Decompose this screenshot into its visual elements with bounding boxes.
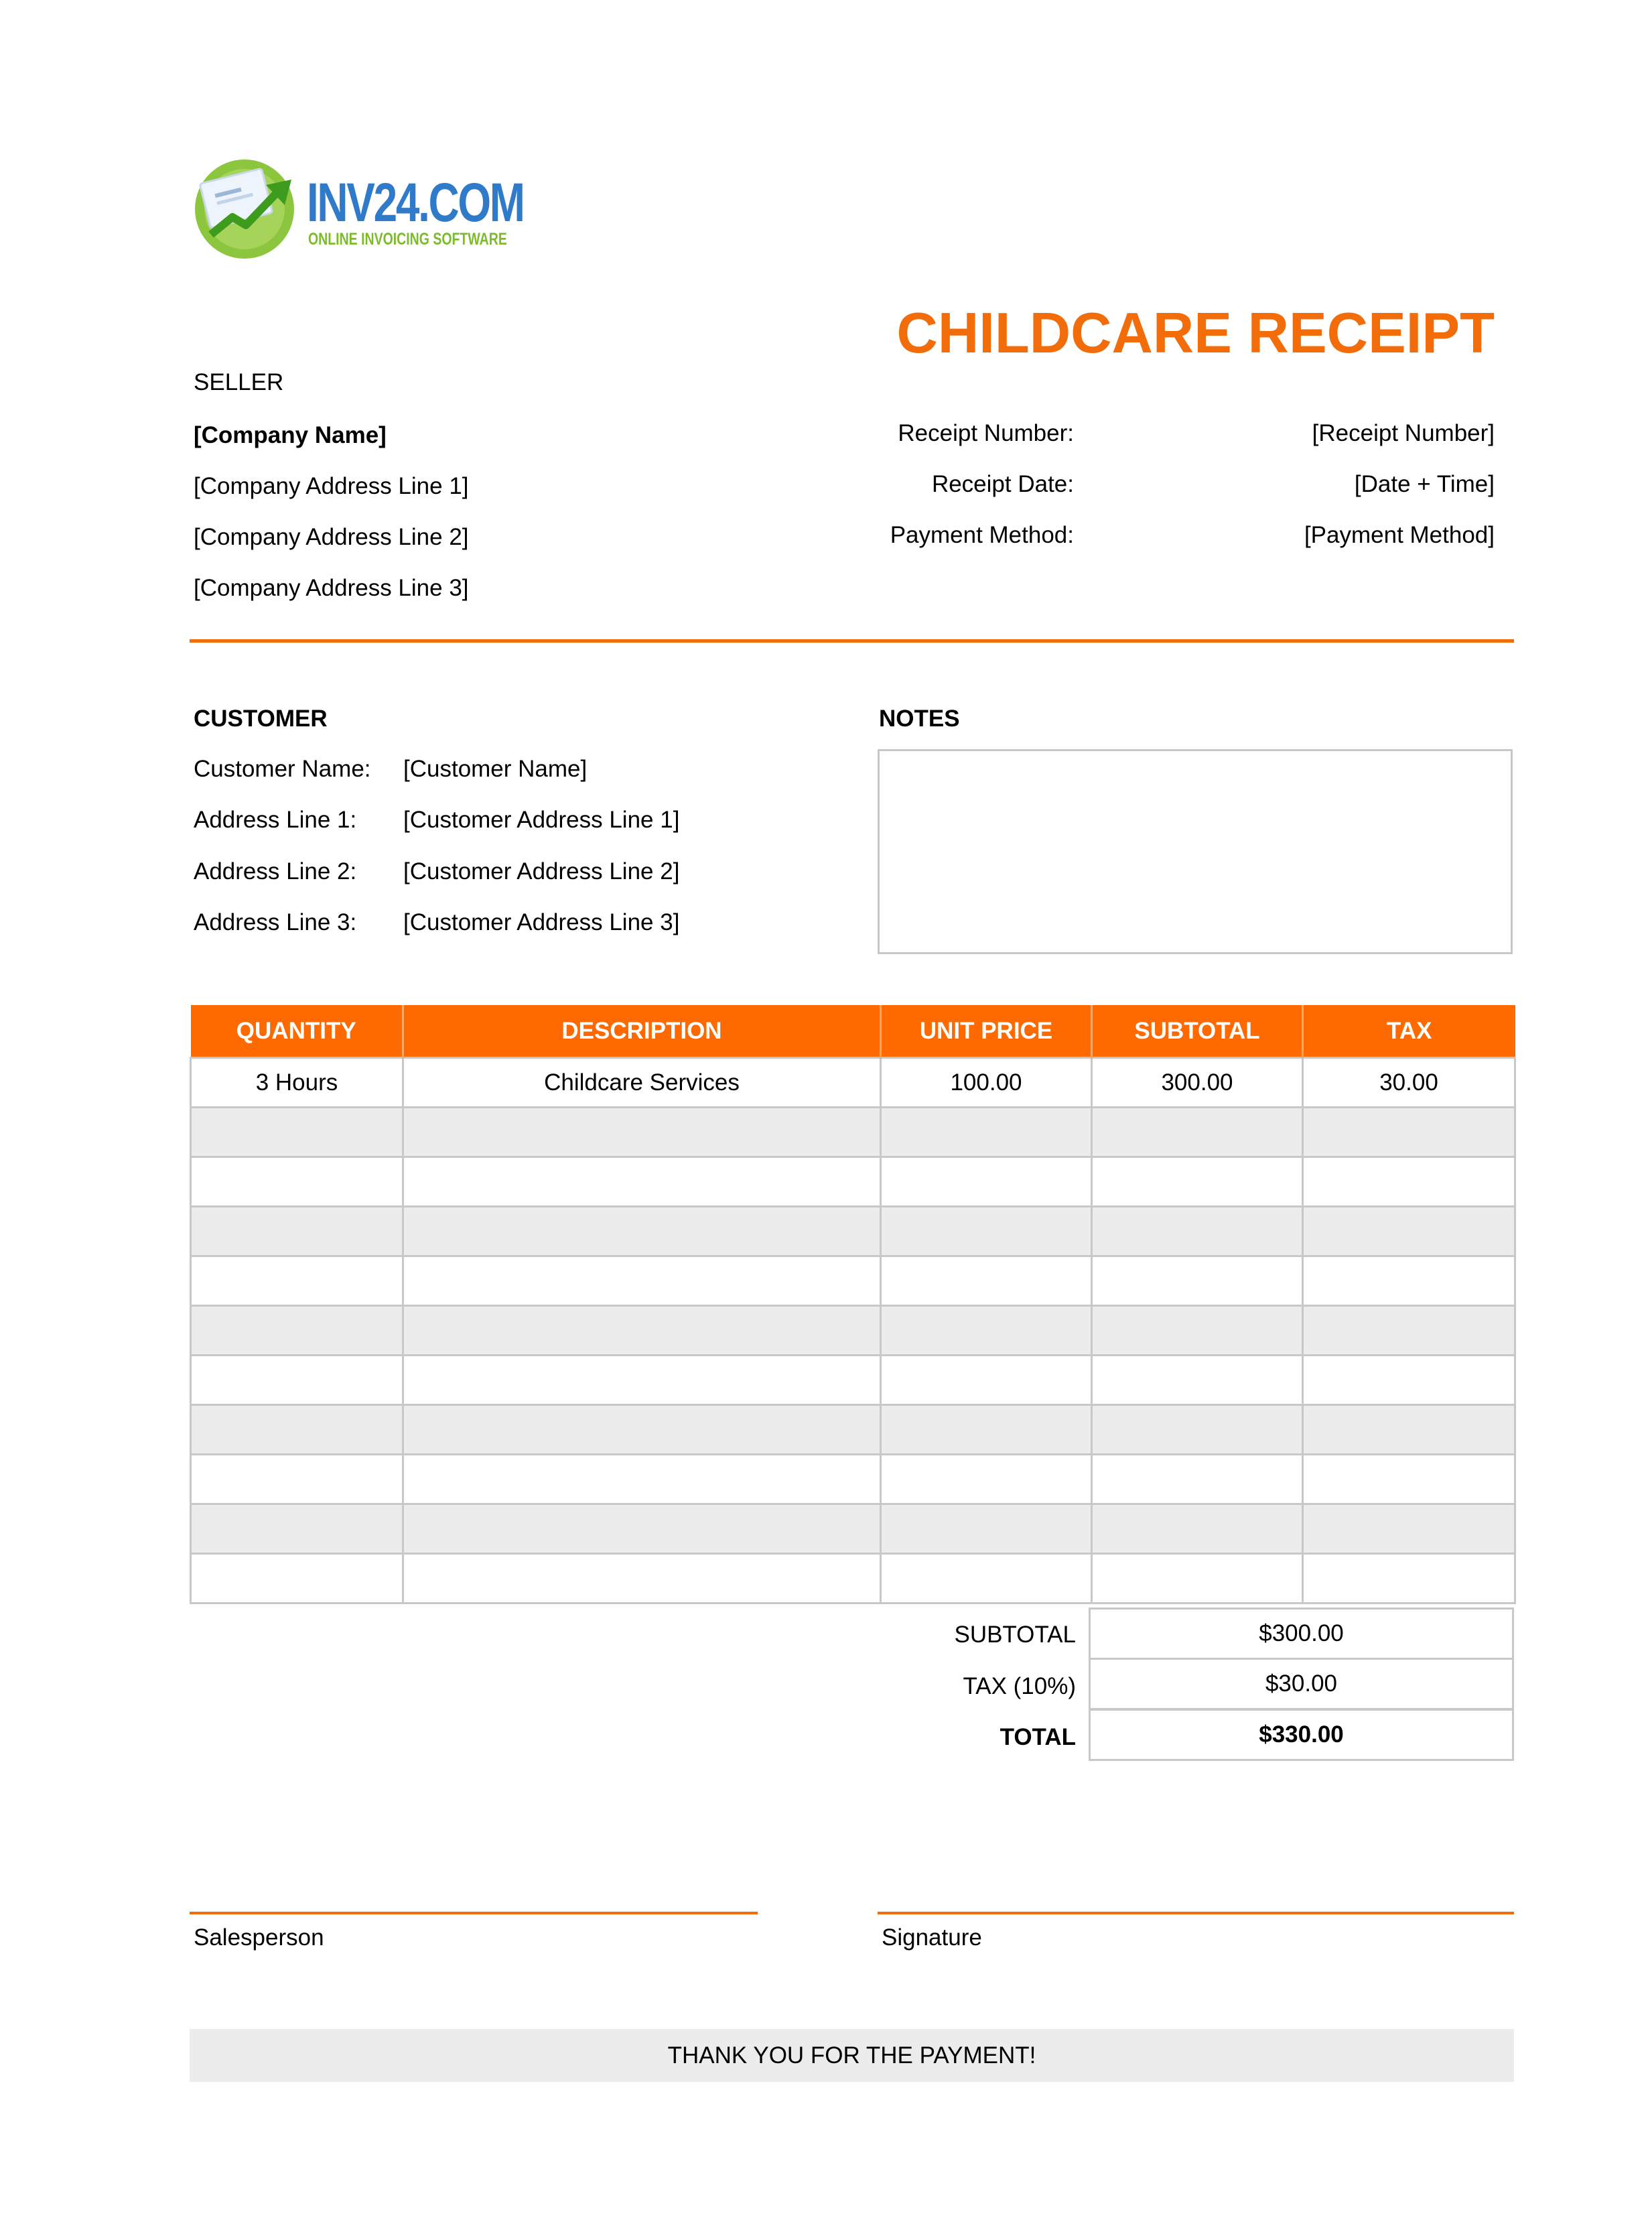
subtotal-label: SUBTOTAL [954, 1622, 1076, 1648]
customer-name-value: [Customer Name] [403, 756, 588, 782]
table-row [191, 1256, 1515, 1306]
customer-address-1-value: [Customer Address Line 1] [403, 807, 680, 833]
col-header-description: DESCRIPTION [403, 1005, 881, 1058]
col-header-tax: TAX [1303, 1005, 1515, 1058]
tax-value: $30.00 [1089, 1658, 1514, 1710]
table-row [191, 1058, 1515, 1108]
seller-address-line-2: [Company Address Line 2] [194, 524, 469, 550]
payment-method-value: [Payment Method] [1304, 522, 1495, 548]
col-header-quantity: QUANTITY [191, 1005, 403, 1058]
payment-method-label: Payment Method: [890, 522, 1074, 548]
logo-subtitle: ONLINE INVOICING SOFTWARE [308, 230, 507, 249]
notes-heading: NOTES [879, 706, 960, 732]
table-row [191, 1356, 1515, 1405]
thank-you-banner: THANK YOU FOR THE PAYMENT! [190, 2029, 1514, 2082]
cell-tax: 30.00 [1303, 1058, 1515, 1108]
customer-address-2-value: [Customer Address Line 2] [403, 858, 680, 884]
customer-address-1-label: Address Line 1: [194, 807, 357, 833]
table-row [191, 1207, 1515, 1256]
table-row [191, 1306, 1515, 1356]
logo-icon [191, 155, 305, 263]
receipt-number-value: [Receipt Number] [1312, 420, 1495, 446]
cell-subtotal: 300.00 [1092, 1058, 1303, 1108]
salesperson-line [190, 1912, 758, 1914]
receipt-date-label: Receipt Date: [931, 471, 1074, 497]
tax-label: TAX (10%) [963, 1673, 1076, 1699]
customer-address-2-label: Address Line 2: [194, 858, 357, 884]
document-title: CHILDCARE RECEIPT [896, 302, 1495, 365]
seller-company-name: [Company Name] [194, 422, 387, 448]
items-header-row [191, 1005, 1515, 1058]
signature-label: Signature [882, 1924, 982, 1951]
seller-heading: SELLER [194, 369, 284, 395]
subtotal-value: $300.00 [1089, 1607, 1514, 1660]
cell-quantity: 3 Hours [191, 1058, 403, 1108]
receipt-date-value: [Date + Time] [1354, 471, 1495, 497]
customer-address-3-label: Address Line 3: [194, 909, 357, 935]
col-header-subtotal: SUBTOTAL [1092, 1005, 1303, 1058]
total-label: TOTAL [1000, 1724, 1076, 1750]
table-row [191, 1405, 1515, 1455]
customer-heading: CUSTOMER [194, 706, 328, 732]
table-row [191, 1108, 1515, 1157]
logo-title: INV24.COM [307, 172, 524, 233]
receipt-number-label: Receipt Number: [898, 420, 1074, 446]
customer-name-label: Customer Name: [194, 756, 371, 782]
logo [191, 155, 305, 263]
signature-line [878, 1912, 1514, 1914]
table-row [191, 1504, 1515, 1554]
customer-address-3-value: [Customer Address Line 3] [403, 909, 680, 935]
seller-address-line-3: [Company Address Line 3] [194, 575, 469, 601]
notes-box[interactable] [878, 749, 1513, 954]
total-value: $330.00 [1089, 1709, 1514, 1761]
header-divider [190, 639, 1514, 643]
table-row [191, 1455, 1515, 1504]
items-table [190, 1005, 1516, 1604]
table-row [191, 1554, 1515, 1603]
seller-address-line-1: [Company Address Line 1] [194, 473, 469, 499]
cell-description: Childcare Services [403, 1058, 881, 1108]
table-row [191, 1157, 1515, 1207]
cell-unit-price: 100.00 [881, 1058, 1092, 1108]
col-header-unit-price: UNIT PRICE [881, 1005, 1092, 1058]
salesperson-label: Salesperson [194, 1924, 324, 1951]
